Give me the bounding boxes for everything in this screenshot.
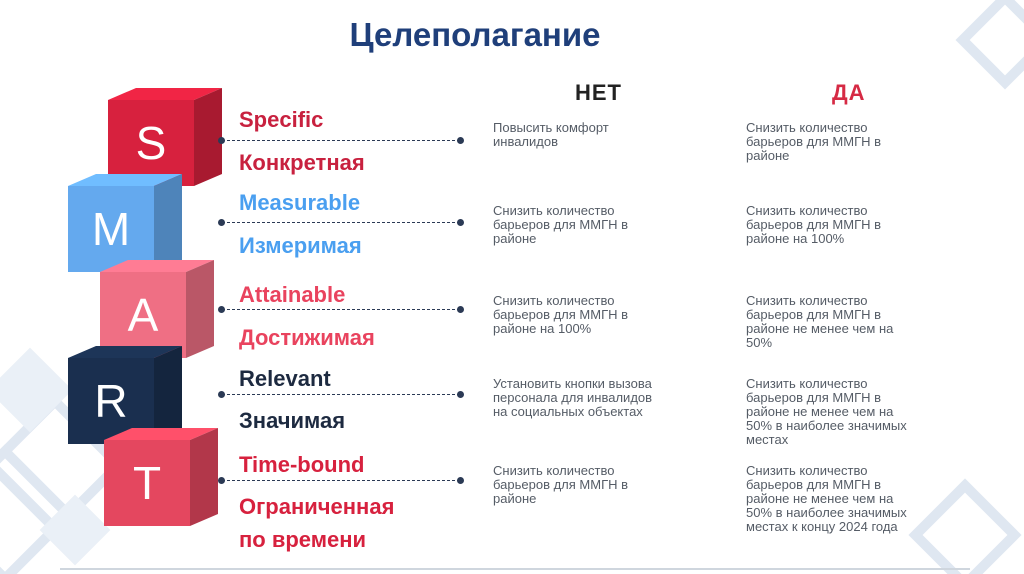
term-english-a: Attainable: [239, 282, 346, 307]
cell-line: районе не менее чем на: [746, 321, 894, 336]
term-russian-m: Измеримая: [239, 233, 362, 258]
cell-line: инвалидов: [493, 134, 558, 149]
term-russian-t: по времени: [239, 527, 367, 552]
cell-line: районе: [493, 231, 537, 246]
connector-dot: [457, 477, 464, 484]
cell-yes-a: [746, 294, 976, 350]
cell-no-t: [493, 464, 723, 506]
cell-line: персонала для инвалидов: [493, 390, 653, 405]
cell-yes-r: [746, 377, 976, 447]
cell-line: местах к концу 2024 года: [746, 519, 898, 534]
connector-dot: [457, 219, 464, 226]
term-english-r: Relevant: [239, 366, 331, 391]
cube-letter-m: M: [91, 203, 131, 255]
cell-line: 50% в наиболее значимых: [746, 418, 907, 433]
cell-no-r: [493, 377, 723, 419]
connector-dot: [457, 391, 464, 398]
term-russian-r: Значимая: [239, 408, 346, 433]
term-russian-a: Достижимая: [239, 325, 375, 350]
cell-no-m: [493, 204, 723, 246]
term-english-t: Time-bound: [239, 452, 365, 477]
connector-dot: [218, 306, 225, 313]
cell-line: Установить кнопки вызова: [493, 376, 652, 391]
cube-side-face: [194, 88, 222, 186]
cell-line: районе не менее чем на: [746, 491, 894, 506]
bottom-divider: [60, 568, 970, 570]
cell-no-a: [493, 294, 723, 336]
cell-line: районе: [493, 491, 537, 506]
cell-yes-t: [746, 464, 976, 534]
cell-line: Снизить количество: [746, 463, 868, 478]
cell-line: районе не менее чем на: [746, 404, 894, 419]
connector-dot: [218, 137, 225, 144]
cell-line: барьеров для ММГН в: [493, 217, 629, 232]
cell-line: барьеров для ММГН в: [493, 307, 629, 322]
cube-letter-r: R: [94, 375, 128, 427]
cell-line: Снизить количество: [746, 120, 868, 135]
cell-line: Снизить количество: [493, 203, 615, 218]
cell-line: районе на 100%: [746, 231, 845, 246]
cell-line: барьеров для ММГН в: [746, 390, 882, 405]
connector-dot: [218, 219, 225, 226]
cell-line: районе на 100%: [493, 321, 592, 336]
cell-line: Снизить количество: [746, 293, 868, 308]
term-english-m: Measurable: [239, 190, 361, 215]
cell-line: барьеров для ММГН в: [746, 217, 882, 232]
cube-side-face: [154, 174, 182, 272]
connector-dot: [457, 137, 464, 144]
cell-yes-m: [746, 204, 976, 246]
term-russian-s: Конкретная: [239, 150, 365, 175]
cube-letter-a: A: [127, 289, 159, 341]
connector-dot: [457, 306, 464, 313]
term-russian-t: Ограниченная: [239, 494, 395, 519]
cell-line: барьеров для ММГН в: [493, 477, 629, 492]
connector-line: [222, 140, 460, 141]
cell-line: барьеров для ММГН в: [746, 134, 882, 149]
cube-letter-s: S: [135, 117, 167, 169]
cube-letter-t: T: [132, 457, 162, 509]
connector-dot: [218, 391, 225, 398]
cube-side-face: [190, 428, 218, 526]
connector-line: [222, 309, 460, 310]
cell-no-s: [493, 121, 723, 149]
cube-side-face: [186, 260, 214, 358]
column-header-yes: ДА: [832, 80, 866, 105]
cell-line: районе: [746, 148, 790, 163]
connector-line: [222, 222, 460, 223]
cell-line: Снизить количество: [493, 463, 615, 478]
cell-line: 50%: [746, 335, 773, 350]
connector-line: [222, 394, 460, 395]
cell-line: барьеров для ММГН в: [746, 307, 882, 322]
connector-line: [222, 480, 460, 481]
cell-line: барьеров для ММГН в: [746, 477, 882, 492]
cell-line: Снизить количество: [746, 376, 868, 391]
page-title: Целеполагание: [349, 16, 601, 53]
cell-line: Снизить количество: [493, 293, 615, 308]
term-english-s: Specific: [239, 107, 324, 132]
cell-line: Повысить комфорт: [493, 120, 609, 135]
connector-dot: [218, 477, 225, 484]
cell-line: на социальных объектах: [493, 404, 643, 419]
cell-line: 50% в наиболее значимых: [746, 505, 907, 520]
cell-line: местах: [746, 432, 789, 447]
cell-yes-s: [746, 121, 976, 163]
column-header-no: НЕТ: [575, 80, 622, 105]
cell-line: Снизить количество: [746, 203, 868, 218]
